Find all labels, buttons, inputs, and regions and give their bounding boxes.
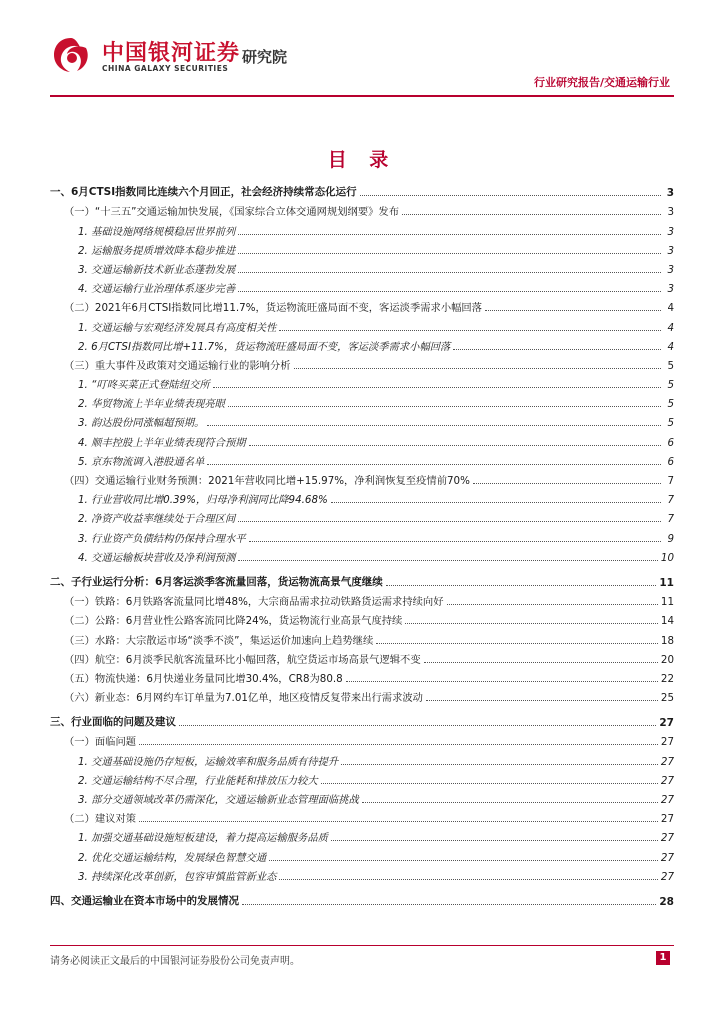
toc-entry-page: 7 [667,513,674,526]
toc-entry-text: 1. “叮咚买菜正式登陆纽交所 [78,379,210,392]
toc-entry-page: 4 [667,302,674,315]
toc-leader-dots [485,309,661,311]
toc-entry-text: 1. 交通基础设施仍存短板，运输效率和服务品质有待提升 [78,755,339,768]
toc-leader-dots [207,424,661,426]
toc-entry-text: 3. 交通运输新技术新业态蓬勃发展 [78,263,236,276]
toc-entry-text: 4. 交通运输板块营收及净利润预测 [78,551,236,564]
toc-entry[interactable] [50,570,674,589]
toc-leader-dots [213,386,661,388]
toc-leader-dots [321,782,658,784]
toc-entry-text: 1. 行业营收同比增0.39%，归母净利润同比降94.68% [78,494,328,507]
toc-leader-dots [447,603,658,605]
toc-leader-dots [238,271,661,273]
toc-entry-page: 22 [660,672,674,685]
toc-leader-dots [331,501,661,503]
toc-leader-dots [346,680,658,682]
toc-entry[interactable] [50,257,674,276]
toc-entry-page: 28 [659,895,674,908]
toc-entry[interactable] [50,627,674,646]
toc-entry-text: 三、行业面临的问题及建议 [50,716,176,729]
toc-entry-text: 1. 交通运输与宏观经济发展具有高度相关性 [78,321,277,334]
toc-entry-page: 4 [667,340,674,353]
toc-entry-page: 27 [660,755,674,768]
toc-entry-page: 25 [660,692,674,705]
toc-entry-page: 20 [660,653,674,666]
page-number: 1 [656,951,670,965]
toc-entry[interactable] [50,545,674,564]
toc-entry[interactable] [50,506,674,525]
toc-entry-page: 6 [667,455,674,468]
toc-entry-text: （六）新业态：6月网约车订单量为7.01亿单，地区疫情反复带来出行需求波动 [64,692,423,705]
toc-entry-text: （四）航空：6月淡季民航客流量环比小幅回落，航空货运市场高景气逻辑不变 [64,653,421,666]
toc-leader-dots [279,329,661,331]
toc-entry-page: 7 [667,475,674,487]
toc-entry-text: （一）面临问题 [64,736,137,749]
toc-entry[interactable] [50,468,674,487]
toc-entry[interactable] [50,589,674,608]
table-of-contents [50,180,674,908]
toc-leader-dots [426,699,658,701]
toc-entry[interactable] [50,391,674,410]
toc-entry-page: 3 [667,244,674,257]
toc-entry-text: （一）铁路：6月铁路客流量同比增48%，大宗商品需求拉动铁路货运需求持续向好 [64,596,444,609]
toc-entry-text: 四、交通运输业在资本市场中的发展情况 [50,894,239,907]
toc-leader-dots [249,540,661,542]
toc-entry-page: 7 [667,494,674,507]
toc-entry[interactable] [50,314,674,333]
toc-leader-dots [402,213,661,215]
toc-entry[interactable] [50,864,674,883]
toc-entry-page: 18 [660,634,674,647]
toc-entry[interactable] [50,449,674,468]
brand-department: 研究院 [242,48,288,66]
toc-entry-text: （三）重大事件及政策对交通运输行业的影响分析 [64,359,291,372]
toc-entry-text: 2. 运输服务提质增效降本稳步推进 [78,244,236,257]
toc-leader-dots [473,482,661,484]
toc-entry[interactable] [50,608,674,627]
toc-entry-page: 5 [667,398,674,411]
toc-entry-text: 4. 顺丰控股上半年业绩表现符合预期 [78,436,246,449]
toc-entry-page: 27 [660,851,674,864]
toc-entry[interactable] [50,806,674,825]
toc-entry-text: （四）交通运输行业财务预测：2021年营收同比增+15.97%，净利润恢复至疫情前70% [64,475,470,487]
toc-leader-dots [238,520,661,522]
toc-entry[interactable] [50,685,674,704]
toc-entry-text: 5. 京东物流调入港股通名单 [78,455,205,468]
toc-entry-page: 10 [660,551,674,564]
toc-entry[interactable] [50,768,674,787]
toc-leader-dots [207,463,661,465]
toc-leader-dots [238,233,661,235]
report-category: 行业研究报告/交通运输行业 [533,76,670,89]
toc-entry-page: 6 [667,436,674,449]
toc-entry[interactable] [50,295,674,314]
toc-entry-text: 2. 6月CTSI指数同比增+11.7%，货运物流旺盛局面不变，客运淡季需求小幅回落 [78,340,451,353]
toc-entry-text: 二、子行业运行分析：6月客运淡季客流量回落，货运物流高景气度继续 [50,575,383,588]
toc-leader-dots [279,878,657,880]
toc-entry[interactable] [50,889,674,908]
toc-entry[interactable] [50,180,674,199]
toc-leader-dots [453,348,661,350]
toc-entry[interactable] [50,666,674,685]
toc-entry-page: 11 [659,576,674,589]
toc-entry-page: 4 [667,321,674,334]
toc-entry[interactable] [50,218,674,237]
toc-entry-text: 2. 交通运输结构不尽合理，行业能耗和排放压力较大 [78,774,318,787]
toc-entry-page: 27 [660,870,674,883]
toc-entry-page: 27 [660,813,674,826]
toc-leader-dots [139,743,658,745]
toc-leader-dots [376,642,658,644]
toc-entry-page: 3 [666,187,674,200]
toc-entry-text: （一）“十三五”交通运输加快发展，《国家综合立体交通网规划纲要》发布 [64,206,400,219]
brand-name-en: CHINA GALAXY SECURITIES [102,64,229,73]
toc-entry-text: 4. 交通运输行业治理体系逐步完善 [78,283,236,296]
toc-entry-page: 3 [667,283,674,296]
toc-title: 目 录 [327,149,397,171]
toc-entry-page: 11 [660,596,674,609]
toc-entry-text: 1. 加强交通基础设施短板建设，着力提高运输服务品质 [78,832,328,845]
disclaimer-note: 请务必阅读正文最后的中国银河证券股份公司免责声明。 [50,956,300,967]
toc-entry[interactable] [50,710,674,729]
toc-leader-dots [362,801,658,803]
toc-entry-text: 一、6月CTSI指数同比连续六个月回正，社会经济持续常态化运行 [50,186,357,199]
toc-leader-dots [139,820,658,822]
toc-entry[interactable] [50,787,674,806]
toc-leader-dots [386,584,657,586]
toc-entry[interactable] [50,353,674,372]
toc-entry-text: 2. 华贸物流上半年业绩表现亮眼 [78,398,225,411]
toc-entry-page: 3 [667,225,674,238]
brand-name-cn: 中国银河证券 [102,41,241,66]
toc-entry-text: （二）公路：6月营业性公路客流同比降24%，货运物流行业高景气度持续 [64,615,403,628]
toc-leader-dots [360,194,661,196]
toc-entry[interactable] [50,372,674,391]
toc-entry[interactable] [50,647,674,666]
toc-entry-text: 3. 韵达股份同涨幅超预期。 [78,417,205,430]
toc-leader-dots [242,903,656,905]
toc-entry-page: 5 [667,359,674,372]
toc-entry-text: 3. 持续深化改革创新，包容审慎监管新业态 [78,870,277,883]
toc-entry-text: 3. 行业资产负债结构仍保持合理水平 [78,532,246,545]
toc-entry[interactable] [50,487,674,506]
toc-entry-page: 9 [667,532,674,545]
toc-leader-dots [228,405,661,407]
toc-leader-dots [179,724,656,726]
toc-entry-page: 27 [659,717,674,730]
toc-leader-dots [331,839,658,841]
toc-entry-page: 3 [667,263,674,276]
toc-entry[interactable] [50,276,674,295]
toc-entry[interactable] [50,410,674,429]
toc-leader-dots [238,252,661,254]
toc-entry-text: （三）水路：大宗散运市场“淡季不淡”，集运运价加速向上趋势继续 [64,634,374,647]
toc-entry-text: （五）物流快递：6月快递业务量同比增30.4%，CR8为80.8 [64,672,343,685]
toc-entry-text: 2. 优化交通运输结构，发展绿色智慧交通 [78,851,267,864]
toc-entry-page: 27 [660,736,674,749]
toc-entry[interactable] [50,748,674,767]
toc-entry-page: 5 [667,417,674,430]
toc-entry[interactable] [50,525,674,544]
toc-entry[interactable] [50,334,674,353]
toc-leader-dots [405,622,658,624]
toc-entry[interactable] [50,429,674,448]
toc-entry-page: 14 [660,615,674,628]
toc-leader-dots [269,859,658,861]
toc-entry-page: 3 [667,206,674,219]
toc-entry-text: 3. 部分交通领域改革仍需深化，交通运输新业态管理面临挑战 [78,794,359,806]
toc-leader-dots [238,559,658,561]
toc-entry[interactable] [50,825,674,844]
toc-entry[interactable] [50,844,674,863]
toc-entry-text: （二）建议对策 [64,813,137,826]
toc-leader-dots [238,290,661,292]
toc-entry-text: 1. 基础设施网络规模稳居世界前列 [78,225,236,238]
galaxy-logo-icon [50,34,92,76]
toc-entry-page: 5 [667,379,674,392]
toc-entry-text: 2. 净资产收益率继续处于合理区间 [78,513,236,526]
toc-entry[interactable] [50,199,674,218]
toc-leader-dots [341,763,658,765]
toc-entry[interactable] [50,729,674,748]
toc-entry-text: （二）2021年6月CTSI指数同比增11.7%，货运物流旺盛局面不变，客运淡季需求小幅回落 [64,302,483,315]
toc-entry-page: 27 [660,794,674,806]
toc-entry-page: 27 [660,832,674,845]
toc-leader-dots [294,367,661,369]
toc-leader-dots [424,661,658,663]
toc-entry-page: 27 [660,774,674,787]
footer-divider [50,945,674,946]
header-divider [50,95,674,97]
page-header [0,0,724,96]
toc-leader-dots [249,444,661,446]
toc-entry[interactable] [50,238,674,257]
